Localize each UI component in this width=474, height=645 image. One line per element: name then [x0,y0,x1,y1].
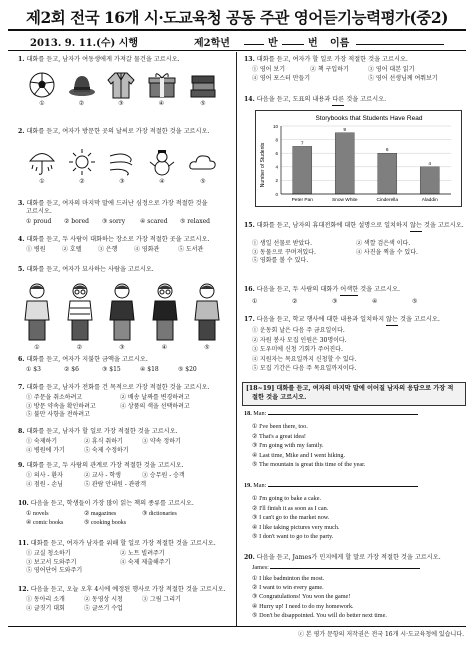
class-label: 반 [268,38,278,49]
q18-options: ① I've been there, too. ② That's a great idea! ③ I'm going with my family. ④ Last time, Mike and I went hiking. ⑤ The mountain is great this time of the year. [252,423,366,469]
q1-option-4: ④ [147,70,177,107]
q11-options: ① 교실 청소하기 ② 노트 빌려주기 ③ 보고서 도와주기 ④ 숙제 제출해주기 ⑤ 영어단어 도와주기 [26,550,171,575]
title-rule [8,29,466,31]
question-7: 7. 대화를 듣고, 남자가 전화를 건 목적으로 가장 적절한 것을 고르시오. [18,384,210,391]
umbrella-icon [28,148,56,178]
chart-x-tick-label: Snow White [331,198,358,203]
chart-x-tick-label: Peter Pan [291,198,313,203]
soccer-ball-icon [28,70,56,100]
q2-option-3: ③ [108,148,136,185]
q5-options [22,282,222,351]
name-label: 이름 [330,38,350,49]
question-11: 11. 대화를 듣고, 여자가 남자를 위해 할 일로 가장 적절한 것을 고르시오. [18,540,216,547]
chart-data-label: 9 [343,127,347,133]
grade-label: 제2학년 [194,38,230,49]
wind-icon [108,148,136,178]
q4-options: ① 병원 ② 호텔 ③ 은행 ④ 영화관 ⑤ 도서관 [26,246,204,253]
question-14: 14. 다음을 듣고, 도표의 내용과 다른 것을 고르시오. [244,96,386,106]
q6-options: ① $3 ② $6 ③ $15 ④ $18 ⑤ $20 [26,366,197,373]
sun-icon [68,148,96,178]
q20-options: ① I like badminton the most. ② I want to win every game. ③ Congratulations! You won the game! ④ Hurry up! I need to do my homework. ⑤ Don't be disappointed. You will do better next time. [252,575,387,619]
question-10: 10. 다음을 듣고, 학생들이 가장 많이 읽는 책의 종류를 고르시오. [18,500,194,507]
chart-title: Storybooks that Students Have Read [315,115,423,122]
q1-option-1: ① [28,70,56,107]
question-6: 6. 대화를 듣고, 여자가 지불한 금액을 고르시오. [18,356,148,363]
number-label: 번 [308,38,318,49]
boy-icon [22,282,52,344]
q16-options: ① ② ③ ④ ⑤ [252,298,418,305]
q1-option-2: ② [68,70,96,107]
number-blank [282,44,304,45]
chart-x-tick-label: Aladdin [421,198,438,203]
question-9: 9. 대화를 듣고, 두 사람의 관계로 가장 적절한 것을 고르시오. [18,462,184,469]
copyright-footer: ⓒ 본 평가 문항의 저작권은 전국 16개 시·도교육청에 있습니다. [297,631,464,638]
exam-date: 2013. 9. 11.(수) 시행 [30,38,139,49]
chart-y-tick-label: 4 [275,164,278,170]
q5-option-3: ③ [107,282,137,351]
books-icon [188,70,218,100]
q5-option-1: ① [22,282,52,351]
q2-option-5: ⑤ [188,148,218,185]
question-16: 16. 다음을 듣고, 두 사람의 대화가 어색한 것을 고르시오. [244,286,400,296]
hat-icon [68,70,96,100]
page-title: 제2회 전국 16개 시·도교육청 공동 주관 영어듣기능력평가(중2) [26,8,448,27]
cloud-icon [188,148,218,178]
boy-glasses-icon [150,282,180,344]
q2-option-4: ④ [148,148,176,185]
chart-y-tick-label: 6 [275,151,278,156]
question-12: 12. 다음을 듣고, 오늘 오후 4시에 예정된 행사로 가장 적절한 것을 고르시오. [18,586,226,593]
question-5: 5. 대화를 듣고, 여자가 묘사하는 사람을 고르시오. [18,266,154,273]
storybook-bar-chart [255,110,460,205]
q15-options: ① 생일 선물로 받았다. ② 색깔 검은색 이다. ③ 동물으로 꾸며져있다. ④ 사진을 찍을 수 있다. ⑤ 영화를 볼 수 있다. [252,240,418,265]
q5-option-4: ④ [150,282,180,351]
chart-y-tick-label: 8 [275,137,278,143]
header-rule [8,50,466,51]
boy-icon [192,282,222,344]
question-17: 17. 다음을 듣고, 학교 행사에 대한 내용과 일치하지 않는 것을 고르시오. [244,316,440,326]
chart-y-axis-label: Number of Students [260,142,266,188]
question-20: 20. 다음을 듣고, James가 민지에게 할 말로 가장 적절한 것을 고르시오. [244,554,441,561]
q7-options: ① 주문을 취소하려고 ② 배송 날짜를 변경하려고 ③ 방문 약속을 확인하려고 ④ 상품의 색을 선택하려고 ⑤ 불만 사항을 전하려고 [26,394,190,419]
q13-options: ① 영어 보기 ② 책 구입하기 ③ 영어 대본 읽기 ④ 영어 포스터 만들기 ⑤ 영어 선생님께 여쭤보기 [252,66,438,82]
q1-options [28,70,218,107]
q5-option-2: ② [65,282,95,351]
question-18: 18. Man: [244,410,418,419]
question-19: 19. Man: [244,482,418,491]
question-4: 4. 대화를 듣고, 두 사람이 대화하는 장소로 가장 적절한 곳을 고르시오. [18,236,210,243]
q5-option-5: ⑤ [192,282,222,351]
column-divider [236,52,237,627]
chart-bar [293,146,312,194]
question-15: 15. 대화를 듣고, 남자의 휴대전화에 대한 설명으로 일치하지 않는 것을 고르시오. [244,222,464,232]
instruction-line2: 절한 것을 고르시오. [252,394,307,401]
q2-options [28,148,218,185]
chart-data-label: 4 [428,161,432,167]
question-3: 3. 대화를 듣고, 여자의 마지막 말에 드러난 심정으로 가장 적절한 것을 [18,200,208,207]
chart-y-tick-label: 0 [275,191,278,197]
boy-striped-icon [107,282,137,344]
chart-data-label: 6 [385,148,389,154]
jacket-icon [107,70,135,100]
q17-options: ① 운동회 날은 다음 주 금요일이다. ② 자원 봉사 모집 인원은 30명이다. ③ 도우미에 신청 기회가 주어진다. ④ 지원자는 목요일까지 신청할 수 있다. ⑤ 모집 기간은 다음 주 목요일까지이다. [252,327,357,373]
q20-speaker: James: [252,564,420,573]
q10-options: ① novels ② magazines ③ dictionaries ④ comic books ⑤ cooking books [26,511,177,526]
q3-options: ① proud ② bored ③ sorry ④ scared ⑤ relaxed [26,218,210,225]
chart-data-label: 7 [300,141,304,147]
chart-bar [420,167,439,194]
boy-glasses-icon [65,282,95,344]
class-blank [244,44,264,45]
question-1: 1. 대화를 듣고, 남자가 여동생에게 가져갈 물건을 고르시오. [18,56,180,63]
q8-options: ① 숙제하기 ② 휴식 취하기 ③ 약속 정하기 ④ 병원에 가기 ⑤ 숙제 수정하기 [26,438,181,454]
snowman-icon [148,148,176,178]
q19-options: ① I'm going to bake a cake. ② I'll finish it as soon as I can. ③ I can't go to the market now. ④ I like taking pictures very much. ⑤ I don't want to go to the party. [252,495,340,541]
q2-option-1: ① [28,148,56,185]
question-8: 8. 대화를 듣고, 남자가 할 일로 가장 적절한 것을 고르시오. [18,428,178,435]
q12-options: ① 동아리 소개 ② 동영상 시청 ③ 그림 그리기 ④ 글짓기 대회 ⑤ 글쓰기 수업 [26,596,181,612]
chart-y-tick-label: 10 [272,123,278,129]
q9-options: ① 의사 - 환자 ② 교사 - 학생 ③ 승무원 - 승객 ④ 점원 - 손님 ⑤ 관람 안내원 - 관광객 [26,472,185,488]
footer-rule [8,626,466,627]
q1-option-5: ⑤ [188,70,218,107]
question-13: 13. 대화를 듣고, 여자가 할 일로 가장 적절한 것을 고르시오. [244,56,408,63]
q2-option-2: ② [68,148,96,185]
question-3-line2: 고르시오. [26,208,52,215]
instruction-line1: [18~19] 대화를 듣고, 여자의 마지막 말에 이어질 남자의 응답으로 가장 적 [246,385,454,392]
chart-bar [335,133,354,194]
question-2: 2. 대화를 듣고, 여자가 방문한 곳의 날씨로 가장 적절한 것을 고르시오. [18,128,210,135]
gift-box-icon [147,70,177,100]
chart-bar [378,153,397,194]
name-blank [356,44,444,45]
chart-y-tick-label: 2 [275,178,278,184]
chart-x-tick-label: Cinderella [376,198,399,203]
q1-option-3: ③ [107,70,135,107]
